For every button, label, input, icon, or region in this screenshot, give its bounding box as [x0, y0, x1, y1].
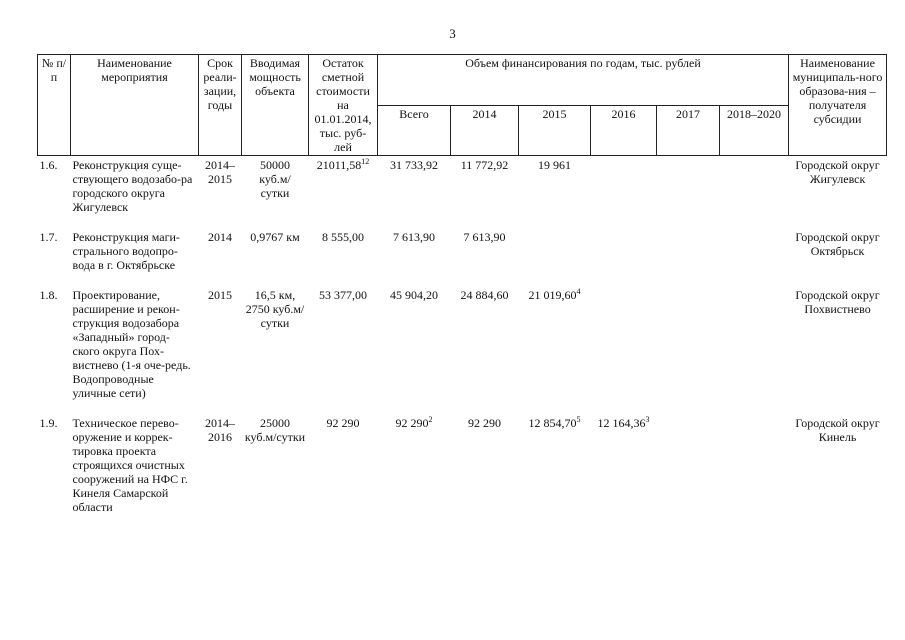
row-2016	[591, 228, 657, 286]
row-remainder-value: 92 290	[326, 416, 360, 430]
row-total	[378, 414, 451, 514]
header-total: Всего	[378, 105, 451, 156]
row-2015-value: 21 019,60	[528, 288, 577, 302]
table-row	[38, 228, 887, 286]
row-2018-2020	[720, 156, 789, 229]
row-2016	[591, 414, 657, 514]
row-capacity: 50000 куб.м/ сутки	[259, 158, 291, 200]
header-term: Срок реали-зации, годы	[199, 55, 242, 156]
row-2017	[657, 156, 720, 229]
row-recipient: Городской округ Жигулевск	[795, 158, 880, 186]
row-no: 1.7.	[39, 230, 58, 244]
row-total-footnote: 2	[428, 415, 433, 424]
row-remainder	[309, 286, 378, 414]
row-2018-2020	[720, 228, 789, 286]
row-recipient: Городской округ Похвистнево	[795, 288, 880, 316]
row-capacity: 0,9767 км	[250, 230, 300, 244]
row-2017	[657, 228, 720, 286]
row-2015	[519, 414, 591, 514]
row-remainder-value: 21011,58	[316, 158, 362, 172]
row-term: 2014	[208, 230, 232, 244]
row-remainder-footnote: 12	[361, 157, 370, 166]
row-term: 2014–2016	[205, 416, 235, 444]
row-2014: 24 884,60	[460, 288, 509, 302]
row-total-value: 7 613,90	[393, 230, 435, 244]
table-row	[38, 156, 887, 229]
row-2015-footnote: 4	[576, 287, 581, 296]
row-total-value: 31 733,92	[390, 158, 438, 172]
row-capacity: 25000 куб.м/сутки	[244, 416, 306, 444]
row-remainder	[309, 414, 378, 514]
page-number: 3	[449, 26, 456, 41]
row-total	[378, 286, 451, 414]
row-term: 2015	[208, 288, 232, 302]
header-2018-2020: 2018–2020	[720, 105, 789, 156]
header-name: Наименование мероприятия	[71, 55, 199, 156]
row-2016	[591, 286, 657, 414]
row-remainder	[309, 156, 378, 229]
row-2017	[657, 414, 720, 514]
row-no: 1.6.	[39, 158, 58, 172]
row-2018-2020	[720, 414, 789, 514]
header-financing: Объем финансирования по годам, тыс. рублей	[378, 55, 789, 106]
row-2014: 11 772,92	[460, 158, 509, 172]
row-2016-footnote: 3	[645, 415, 650, 424]
row-name: Проектирование, расширение и рекон-струкция водозабора «Западный» город-ского округа Пох-вистнево (1-я оче-редь. Водопроводные уличные сети)	[72, 288, 191, 400]
header-no: № п/п	[38, 55, 71, 156]
header-2015: 2015	[519, 105, 591, 156]
row-2015-value: 12 854,70	[528, 416, 577, 430]
row-no: 1.9.	[39, 416, 58, 430]
row-remainder	[309, 228, 378, 286]
row-name: Реконструкция маги-стрального водопро-вода в г. Октябрьске	[72, 230, 180, 272]
row-total	[378, 228, 451, 286]
row-2015	[519, 228, 591, 286]
row-2015-value: 19 961	[538, 158, 571, 172]
row-remainder-value: 53 377,00	[319, 288, 367, 302]
row-2016	[591, 156, 657, 229]
header-recipient: Наименование муниципаль-ного образова-ния – получателя субсидии	[789, 55, 887, 156]
row-2015	[519, 156, 591, 229]
row-2015-footnote: 5	[576, 415, 581, 424]
row-term: 2014–2015	[205, 158, 235, 186]
row-2017	[657, 286, 720, 414]
financing-table	[37, 54, 887, 514]
row-no: 1.8.	[39, 288, 58, 302]
row-2014: 92 290	[468, 416, 501, 430]
table-row	[38, 286, 887, 414]
row-2018-2020	[720, 286, 789, 414]
row-recipient: Городской округ Кинель	[795, 416, 880, 444]
row-name: Техническое перево-оружение и коррек-тировка проекта строящихся очистных сооружений на НФС г. Кинеля Самарской области	[72, 416, 188, 514]
header-2014: 2014	[451, 105, 519, 156]
row-remainder-value: 8 555,00	[322, 230, 364, 244]
header-2017: 2017	[657, 105, 720, 156]
header-2016: 2016	[591, 105, 657, 156]
row-total-value: 92 290	[395, 416, 429, 430]
row-capacity: 16,5 км, 2750 куб.м/сутки	[245, 288, 305, 330]
row-2016-value: 12 164,36	[597, 416, 646, 430]
row-total	[378, 156, 451, 229]
row-2015	[519, 286, 591, 414]
row-recipient: Городской округ Октябрьск	[795, 230, 880, 258]
table-row	[38, 414, 887, 514]
row-total-value: 45 904,20	[390, 288, 438, 302]
header-capacity: Вводимая мощность объекта	[242, 55, 309, 156]
row-name: Реконструкция суще-ствующего водозабо-ра городского округа Жигулевск	[72, 158, 193, 214]
row-2014: 7 613,90	[463, 230, 506, 244]
header-remainder: Остаток сметной стоимости на 01.01.2014, тыс. руб-лей	[309, 55, 378, 156]
